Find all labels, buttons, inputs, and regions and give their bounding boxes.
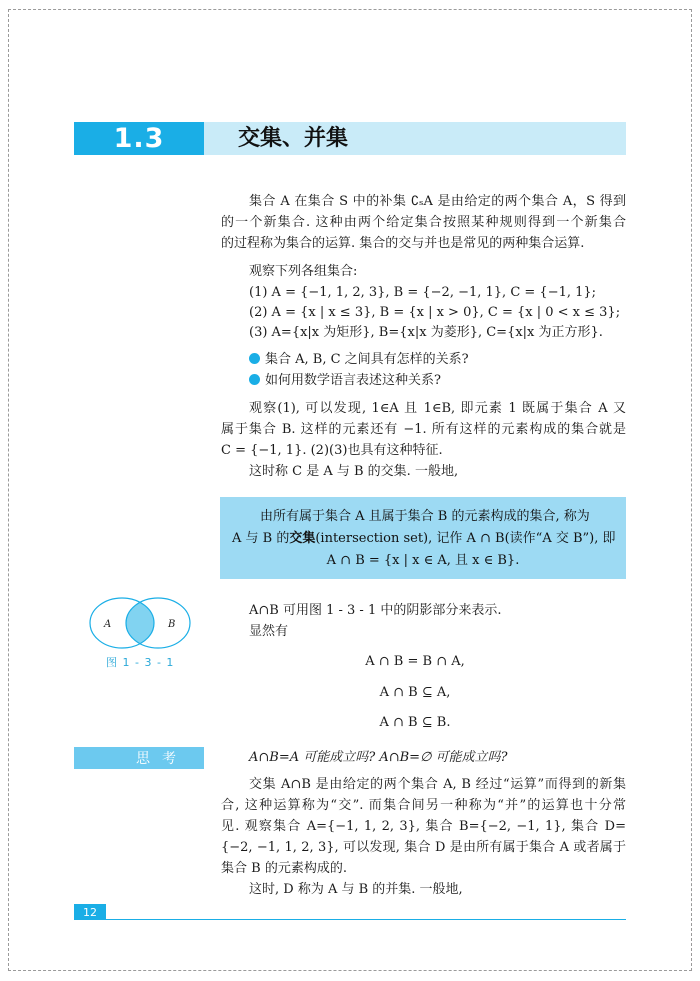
definition-term: 交集	[289, 531, 316, 546]
union-line-5: 集合 B 的元素构成的.	[221, 861, 347, 876]
intro-line-3: 的过程称为集合的运算. 集合的交与并也是常见的两种集合运算.	[221, 236, 585, 251]
think-label: 思考	[74, 747, 204, 769]
venn-label-a: A	[104, 619, 112, 630]
identity-2: A ∩ B ⊆ A,	[379, 685, 451, 700]
observe-item-2: (2) A = {x | x ≤ 3}, B = {x | x > 0}, C = {x | 0 < x ≤ 3};	[249, 305, 621, 320]
definition-line-2	[232, 529, 616, 548]
definition-line-2a: A 与 B 的	[232, 531, 290, 546]
union-line-3: 见. 观察集合 A={−1, 1, 2, 3}, 集合 B={−2, −1, 1}, 集合 D=	[221, 819, 626, 834]
question-2	[249, 371, 441, 390]
figure-text-1: A∩B 可用图 1 - 3 - 1 中的阴影部分来表示.	[249, 603, 502, 618]
observe-item-3: (3) A={x|x 为矩形}, B={x|x 为菱形}, C={x|x 为正方形}.	[249, 325, 603, 340]
union-line-6: 这时, D 称为 A 与 B 的并集. 一般地,	[249, 882, 463, 897]
discussion-line-3: C = {−1, 1}. (2)(3)也具有这种特征.	[221, 443, 443, 458]
union-line-4: {−2, −1, 1, 2, 3}, 可以发现, 集合 D 是由所有属于集合 A 或者属于	[221, 840, 626, 855]
union-line-2: 合, 这种运算称为“交”. 而集合间另一种称为“并”的运算也十分常	[221, 798, 626, 813]
identity-3: A ∩ B ⊆ B.	[379, 715, 451, 730]
question-1	[249, 350, 469, 369]
observe-prompt: 观察下列各组集合:	[249, 264, 358, 279]
definition-formula: A ∩ B = {x | x ∈ A, 且 x ∈ B}.	[326, 553, 520, 568]
figure-text-2: 显然有	[249, 624, 289, 639]
venn-diagram	[88, 595, 192, 651]
definition-line-1: 由所有属于集合 A 且属于集合 B 的元素构成的集合, 称为	[260, 509, 590, 524]
definition-line-2b: (intersection set), 记作 A ∩ B(读作“A 交 B”), 即	[315, 531, 616, 546]
section-title: 交集、并集	[238, 125, 349, 151]
definition-box	[220, 497, 626, 579]
discussion-line-1: 观察(1), 可以发现, 1∈A 且 1∈B, 即元素 1 既属于集合 A 又	[249, 401, 626, 416]
discussion-line-4: 这时称 C 是 A 与 B 的交集. 一般地,	[249, 464, 459, 479]
observe-item-1: (1) A = {−1, 1, 2, 3}, B = {−2, −1, 1}, C = {−1, 1};	[249, 285, 597, 300]
discussion-line-2: 属于集合 B. 这样的元素还有 −1. 所有这样的元素构成的集合就是	[221, 422, 626, 437]
figure-caption: 图 1 - 3 - 1	[106, 656, 175, 669]
footer-rule	[106, 919, 626, 920]
intro-line-2: 的一个新集合. 这种由两个给定集合按照某种规则得到一个新集合	[221, 215, 626, 230]
bullet-icon	[249, 374, 260, 385]
union-line-1: 交集 A∩B 是由给定的两个集合 A, B 经过“运算”而得到的新集	[249, 777, 626, 792]
venn-label-b: B	[168, 619, 176, 630]
identity-1: A ∩ B = B ∩ A,	[365, 654, 465, 669]
bullet-icon	[249, 353, 260, 364]
intro-line-1: 集合 A 在集合 S 中的补集 ∁ₛA 是由给定的两个集合 A，S 得到	[249, 194, 626, 209]
question-1-text: 集合 A, B, C 之间具有怎样的关系?	[265, 352, 469, 367]
think-question: A∩B=A 可能成立吗? A∩B=∅ 可能成立吗?	[249, 750, 508, 765]
section-number: 1.3	[74, 122, 204, 155]
question-2-text: 如何用数学语言表述这种关系?	[265, 373, 441, 388]
page-number: 12	[74, 904, 106, 920]
